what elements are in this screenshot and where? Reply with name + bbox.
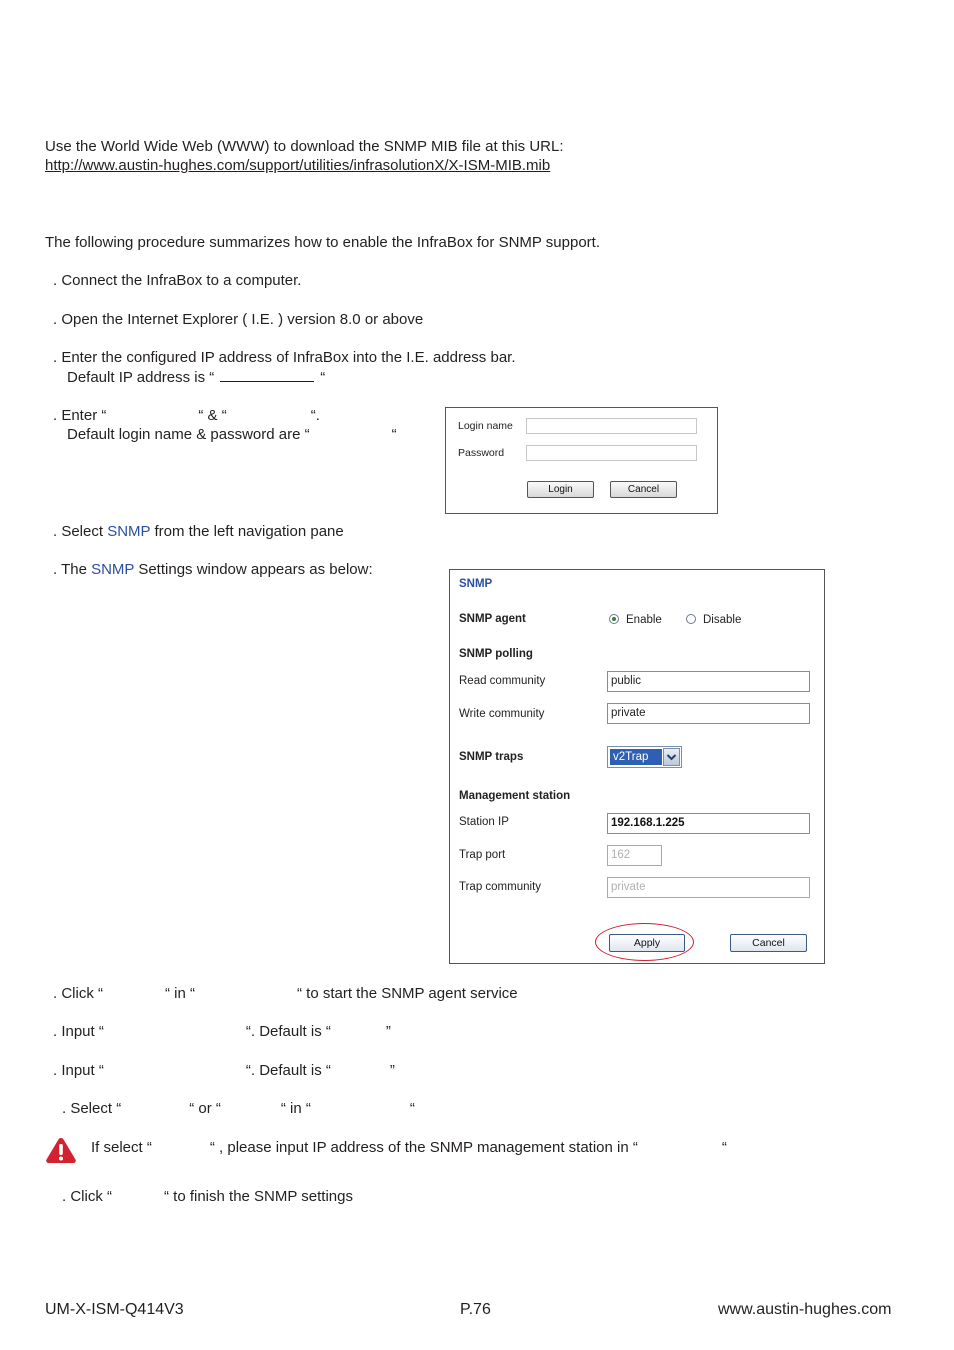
snmp-polling-label: SNMP polling [459, 648, 533, 660]
write-community-input[interactable]: private [607, 703, 810, 724]
input-text: . Input “ [53, 1062, 104, 1079]
apply-button[interactable]: Apply [609, 934, 685, 952]
password-label: Password [458, 447, 505, 459]
snmp-nav-term: SNMP [107, 523, 151, 540]
warning-instruction-text: “ , please input IP address of the SNMP management station in “ [209, 1139, 638, 1156]
finish-text: “ to finish the SNMP settings [164, 1188, 353, 1205]
read-community-label: Read community [459, 675, 546, 687]
start-agent-text: “ to start the SNMP agent service [297, 985, 518, 1002]
default-login-text: Default login name & password are “ [67, 426, 310, 443]
close-quote: ” [389, 1062, 395, 1079]
footer-website: www.austin-hughes.com [718, 1301, 892, 1318]
close-quote: ” [385, 1023, 391, 1040]
management-station-label: Management station [459, 790, 571, 802]
enable-label: Enable [626, 614, 662, 626]
station-ip-label: Station IP [459, 816, 509, 828]
download-text: Use the World Wide Web (WWW) to download the SNMP MIB file at this URL: [45, 138, 564, 155]
enter-text: . Enter “ [53, 407, 107, 424]
default-ip-text: Default IP address is “ [67, 369, 215, 386]
snmp-settings-dialog [449, 569, 825, 964]
nav-pane-text: from the left navigation pane [150, 523, 344, 540]
step-connect: . Connect the InfraBox to a computer. [53, 272, 302, 289]
enable-radio[interactable] [609, 614, 662, 626]
chevron-down-icon[interactable] [663, 748, 680, 766]
step-enter-ip: . Enter the configured IP address of InfraBox into the I.E. address bar. [53, 349, 516, 366]
snmp-cancel-button[interactable]: Cancel [730, 934, 807, 952]
in-text: “ in “ [165, 985, 195, 1002]
period-text: “. [310, 407, 320, 424]
warning-text [91, 1139, 727, 1157]
step-select-snmp [53, 523, 344, 541]
or-text: “ or “ [189, 1100, 221, 1117]
default-text: “. Default is “ [245, 1062, 331, 1079]
step-select-trap [62, 1100, 415, 1118]
disable-radio[interactable] [686, 614, 741, 626]
login-name-label: Login name [458, 420, 513, 432]
close-quote: “ [320, 369, 326, 386]
step-input-read [53, 1023, 391, 1041]
the-text: . The [53, 561, 92, 578]
step-click-apply [62, 1188, 353, 1206]
if-select-text: If select “ [91, 1139, 152, 1156]
settings-window-text: Settings window appears as below: [134, 561, 373, 578]
trap-community-input[interactable]: private [607, 877, 810, 898]
in-text: “ in “ [280, 1100, 311, 1117]
trap-port-label: Trap port [459, 849, 506, 861]
step-open-ie: . Open the Internet Explorer ( I.E. ) version 8.0 or above [53, 311, 424, 328]
footer-doc-id: UM-X-ISM-Q414V3 [45, 1301, 184, 1318]
step-default-login [67, 426, 397, 444]
step-click-enable [53, 985, 518, 1003]
blank-ip-underline [220, 369, 314, 382]
step-settings-window [53, 561, 373, 579]
password-input[interactable] [526, 445, 697, 461]
snmp-agent-label: SNMP agent [459, 613, 526, 625]
login-name-input[interactable] [526, 418, 697, 434]
trap-community-label: Trap community [459, 881, 542, 893]
and-text: “ & “ [198, 407, 227, 424]
traps-selected-value: v2Trap [610, 749, 662, 765]
login-dialog [445, 407, 718, 514]
radio-unselected-icon [686, 614, 696, 624]
radio-selected-icon [609, 614, 619, 624]
footer-page-number: P.76 [460, 1301, 491, 1318]
login-cancel-button[interactable]: Cancel [610, 481, 677, 498]
trap-port-input[interactable]: 162 [607, 845, 662, 866]
click-text: . Click “ [62, 1188, 112, 1205]
snmp-dialog-title: SNMP [459, 578, 493, 590]
disable-label: Disable [703, 614, 742, 626]
close-quote: “ [391, 426, 397, 443]
default-text: “. Default is “ [245, 1023, 331, 1040]
write-community-label: Write community [459, 708, 545, 720]
input-text: . Input “ [53, 1023, 104, 1040]
click-text: . Click “ [53, 985, 103, 1002]
login-button[interactable]: Login [527, 481, 594, 498]
apply-highlight-ellipse [595, 923, 694, 961]
mib-download-link[interactable]: http://www.austin-hughes.com/support/utilities/infrasolutionX/X-ISM-MIB.mib [45, 157, 551, 174]
step-enter-login [53, 407, 320, 425]
snmp-traps-select[interactable] [607, 746, 682, 768]
station-ip-input[interactable]: 192.168.1.225 [607, 813, 810, 834]
snmp-traps-label: SNMP traps [459, 751, 524, 763]
close-quote: “ [409, 1100, 415, 1117]
snmp-term: SNMP [91, 561, 135, 578]
warning-icon [45, 1136, 77, 1168]
close-quote: “ [721, 1139, 727, 1156]
step-default-ip [67, 369, 325, 387]
step-input-write [53, 1062, 395, 1080]
read-community-input[interactable]: public [607, 671, 810, 692]
select-text: . Select [53, 523, 108, 540]
procedure-text: The following procedure summarizes how to enable the InfraBox for SNMP support. [45, 234, 600, 251]
select-text: . Select “ [62, 1100, 122, 1117]
